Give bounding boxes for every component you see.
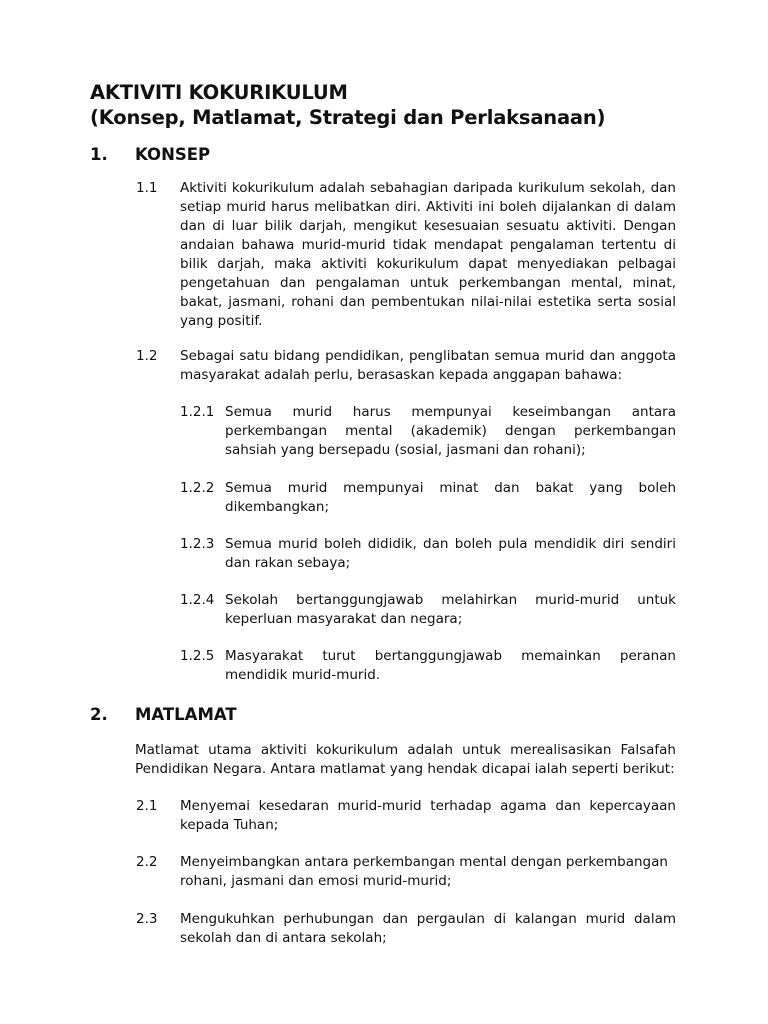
item-2-1-text: Menyemai kesedaran murid-murid terhadap agama dan kepercayaan kepada Tuhan;: [180, 798, 676, 833]
section-1-heading: KONSEP: [135, 145, 211, 164]
section-1-number: 1.: [90, 145, 108, 164]
item-1-2-4-number: 1.2.4: [180, 592, 215, 608]
item-1-1-text: Aktiviti kokurikulum adalah sebahagian daripada kurikulum sekolah, dan setiap murid harus melibatkan diri. Aktiviti ini boleh dijalankan di dalam dan di luar bilik darjah, mengikut kesesuaian sesuatu aktiviti. Dengan andaian bahawa murid-murid tidak mendapat pengalaman tertentu di bilik darjah, maka aktiviti kokurikulum dapat menyediakan pelbagai pengetahuan dan pengalaman untuk perkembangan mental, minat, bakat, jasmani, rohani dan pembentukan nilai-nilai estetika serta sosial yang positif.: [180, 180, 676, 329]
section-2-heading: MATLAMAT: [135, 705, 237, 724]
item-2-2-text: Menyeimbangkan antara perkembangan mental dengan perkembangan rohani, jasmani dan emosi murid-murid;: [180, 854, 668, 889]
item-1-2-5-text: Masyarakat turut bertanggungjawab memainkan peranan mendidik murid-murid.: [225, 648, 676, 683]
item-1-2-text: Sebagai satu bidang pendidikan, penglibatan semua murid dan anggota masyarakat adalah perlu, berasaskan kepada anggapan bahawa:: [180, 348, 676, 383]
item-2-3-number: 2.3: [136, 911, 158, 927]
item-1-2-3-number: 1.2.3: [180, 536, 215, 552]
item-1-2-2-number: 1.2.2: [180, 480, 215, 496]
document-title: AKTIVITI KOKURIKULUM: [90, 81, 348, 104]
item-1-2-1-number: 1.2.1: [180, 404, 215, 420]
item-1-2-4-text: Sekolah bertanggungjawab melahirkan murid-murid untuk keperluan masyarakat dan negara;: [225, 592, 676, 627]
item-1-2-number: 1.2: [136, 348, 158, 364]
item-2-1-number: 2.1: [136, 798, 158, 814]
item-1-2-1-text: Semua murid harus mempunyai keseimbangan antara perkembangan mental (akademik) dengan perkembangan sahsiah yang bersepadu (sosial, jasmani dan rohani);: [225, 404, 676, 458]
section-2-intro: Matlamat utama aktiviti kokurikulum adalah untuk merealisasikan Falsafah Pendidikan Negara. Antara matlamat yang hendak dicapai ialah seperti berikut:: [135, 742, 676, 777]
document-subtitle: (Konsep, Matlamat, Strategi dan Perlaksanaan): [90, 106, 606, 129]
item-2-3-text: Mengukuhkan perhubungan dan pergaulan di kalangan murid dalam sekolah dan di antara sekolah;: [180, 911, 676, 946]
item-1-1-number: 1.1: [136, 180, 158, 196]
item-1-2-2-text: Semua murid mempunyai minat dan bakat yang boleh dikembangkan;: [225, 480, 676, 515]
item-2-2-number: 2.2: [136, 854, 158, 870]
item-1-2-3-text: Semua murid boleh dididik, dan boleh pula mendidik diri sendiri dan rakan sebaya;: [225, 536, 676, 571]
section-2-number: 2.: [90, 705, 108, 724]
item-1-2-5-number: 1.2.5: [180, 648, 215, 664]
